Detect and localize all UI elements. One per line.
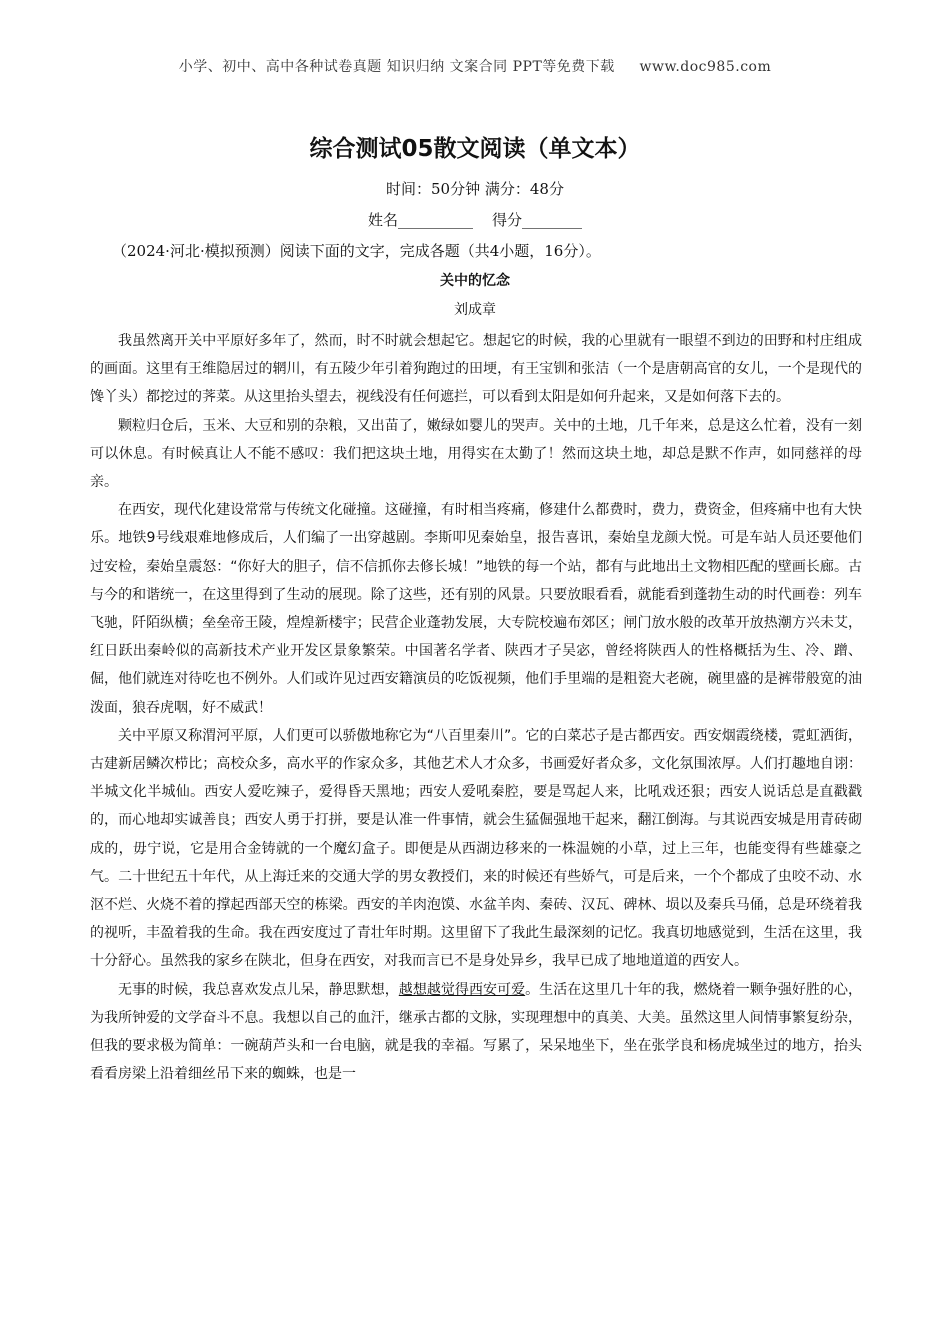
paragraph: 我虽然离开关中平原好多年了，然而，时不时就会想起它。想起它的时候，我的心里就有一眼望不到边的田野和村庄组成的画面。这里有王维隐居过的辋川，有五陵少年引着狗跑过的田埂，有王宝钏和张洁（一个是唐朝高官的女儿，一个是现代的馋丫头）都挖过的荠菜。从这里抬头望去，视线没有任何遮拦，可以看到太阳是如何升起来，又是如何落下去的。 [90,333,862,406]
paragraph: 关中平原又称渭河平原，人们更可以骄傲地称它为“八百里秦川”。它的白菜芯子是古都西安。西安烟霞绕楼，霓虹洒街，古建新居鳞次栉比；高校众多，高水平的作家众多，其他艺术人才众多，书画爱好者众多，文化氛围浓厚。人们打趣地自诩：半城文化半城仙。西安人爱吃辣子，爱得昏天黑地；西安人爱吼秦腔，要是骂起人来，比吼戏还狠；西安人说话总是直戳戳的，而心地却实诚善良；西安人勇于打拼，要是认准一件事情，就会生猛倔强地干起来，翻江倒海。与其说西安城是用青砖砌成的，毋宁说，它是用合金铸就的一个魔幻盒子。即便是从西湖边移来的一株温婉的小草，过上三年，也能变得有些雄豪之气。二十世纪五十年代，从上海迁来的交通大学的男女教授们，来的时候还有些娇气，可是后来，一个个都成了虫咬不动、水沤不烂、火烧不着的撑起西部天空的栋梁。西安的羊肉泡馍、水盆羊肉、秦砖、汉瓦、碑林、埙以及秦兵马俑，总是环绕着我的视听，丰盈着我的生命。我在西安度过了青壮年时期。这里留下了我此生最深刻的记忆。我真切地感觉到，生活在这里，我十分舒心。虽然我的家乡在陕北，但身在西安，对我而言已不是身处异乡，我早已成了地地道道的西安人。 [90,727,862,970]
paragraph-text: 。生活在这里几十年的我，燃烧着一颗争强好胜的心，为我所钟爱的文学奋斗不息。我想以自己的血汗，继承古都的文脉，实现理想中的真美、大美。虽然这里人间情事繁复纷杂，但我的要求极为简单：一碗葫芦头和一台电脑，就是我的幸福。写累了，呆呆地坐下，坐在张学良和杨虎城坐过的地方，抬头看看房梁上沿着细丝吊下来的蜘蛛，也是一 [90,981,863,1083]
exam-title: 综合测试05散文阅读（单文本） [309,136,641,162]
paragraph: 在西安，现代化建设常常与传统文化碰撞。这碰撞，有时相当疼痛，修建什么都费时，费力，费资金，但疼痛中也有大快乐。地铁9号线艰难地修成后，人们编了一出穿越剧。李斯叩见秦始皇，报告喜讯，秦始皇龙颜大悦。可是车站人员还要他们过安检，秦始皇震怒：“你好大的胆子，信不信抓你去修长城！”地铁的每一个站，都有与此地出土文物相匹配的壁画长廊。古与今的和谐统一，在这里得到了生动的展现。除了这些，还有别的风景。只要放眼看看，就能看到蓬勃生动的时代画卷：列车飞驰，阡陌纵横；垒垒帝王陵，煌煌新楼宇；民营企业蓬勃发展，大专院校遍布郊区；闸门放水般的改革开放热潮方兴未艾，红日跃出秦岭似的高新技术产业开发区景象繁荣。中国著名学者、陕西才子吴宓，曾经将陕西人的性格概括为生、冷、蹭、倔，他们就连对待吃也不例外。人们或许见过西安籍演员的吃饭视频，他们手里端的是粗瓷大老碗，碗里盛的是裤带般宽的油泼面，狼吞虎咽，好不威武！ [90,502,862,716]
page-header [0,56,950,76]
article-author: 刘成章 [454,302,496,318]
name-label: 姓名 [367,211,398,229]
header-text: 小学、初中、高中各种试卷真题 知识归纳 文案合同 PPT等免费下载 [178,59,615,75]
name-blank[interactable]: __________ [397,211,473,229]
paragraph-text: 无事的时候，我总喜欢发点儿呆，静思默想， [118,981,399,998]
name-score-line [0,209,950,230]
score-blank[interactable]: ________ [522,211,583,229]
paragraph: 颗粒归仓后，玉米、大豆和别的杂粮，又出苗了，嫩绿如婴儿的哭声。关中的土地，几千年来，总是这么忙着，没有一刻可以休息。有时候真让人不能不感叹：我们把这块土地，用得实在太勤了！然而这块土地，却总是默不作声，如同慈祥的母亲。 [90,417,862,491]
header-site-link[interactable]: www.doc985.com [639,59,772,75]
article-title: 关中的忆念 [440,273,510,289]
time-and-score-line: 时间：50分钟 满分：48分 [386,180,564,198]
article-body [90,327,862,1088]
underlined-sentence: 越想越觉得西安可爱 [398,981,526,998]
paragraph-last [90,976,862,1089]
question-intro: （2024·河北·模拟预测）阅读下面的文字，完成各题（共4小题，16分）。 [112,242,601,260]
score-label: 得分 [492,211,523,229]
